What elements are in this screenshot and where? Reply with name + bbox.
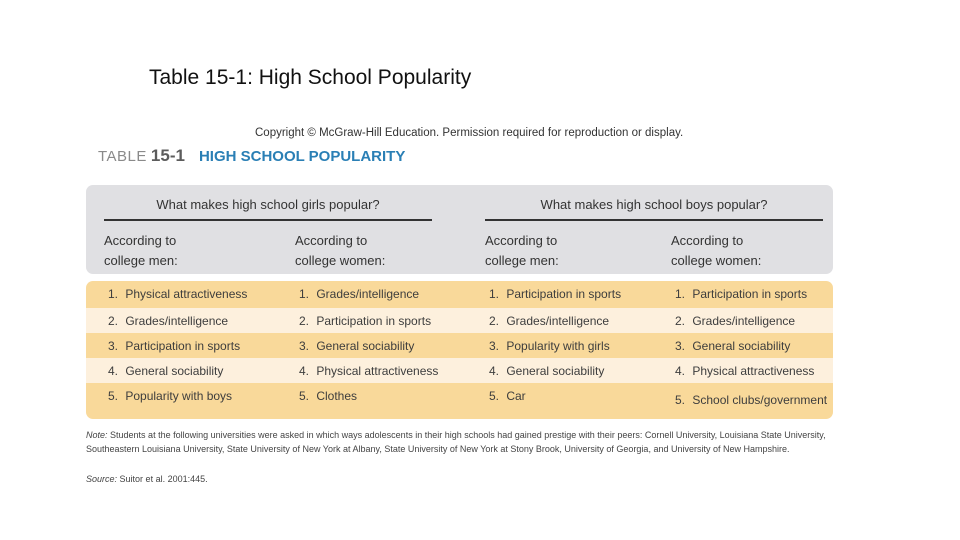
source-text: Suitor et al. 2001:445. <box>119 474 208 484</box>
table-cell <box>489 314 609 328</box>
column-header-line: college men: <box>104 253 178 268</box>
table-cell <box>299 339 414 353</box>
table-body <box>86 281 833 419</box>
cell-text: Participation in sports <box>125 339 241 353</box>
column-header-line: college women: <box>671 253 762 268</box>
table-name: HIGH SCHOOL POPULARITY <box>198 148 406 165</box>
table-cell <box>675 393 827 407</box>
cell-text: Popularity with boys <box>125 389 233 403</box>
cell-text: General sociability <box>316 339 415 353</box>
table-row <box>86 383 833 419</box>
table-row <box>86 308 833 333</box>
cell-text: Grades/intelligence <box>125 314 229 328</box>
rank-number: 1. <box>675 287 686 301</box>
cell-text: Participation in sports <box>506 287 622 301</box>
rank-number: 2. <box>108 314 119 328</box>
table-cell <box>108 389 232 403</box>
table-row <box>86 333 833 358</box>
cell-text: Physical attractiveness <box>692 364 815 378</box>
column-header-line: According to <box>485 233 558 248</box>
column-header-boys-college-men <box>485 231 559 271</box>
cell-text: School clubs/government <box>692 393 828 407</box>
rank-number: 3. <box>489 339 500 353</box>
table-cell <box>108 364 223 378</box>
table-cell <box>489 364 604 378</box>
boys-group-title: What makes high school boys popular? <box>540 197 768 212</box>
cell-text: Grades/intelligence <box>506 314 610 328</box>
rank-number: 2. <box>299 314 310 328</box>
cell-text: General sociability <box>506 364 605 378</box>
note-label: Note: <box>86 430 108 440</box>
table-header-band <box>86 185 833 274</box>
rank-number: 5. <box>675 393 686 407</box>
column-header-line: According to <box>671 233 744 248</box>
rank-number: 3. <box>299 339 310 353</box>
cell-text: Participation in sports <box>692 287 808 301</box>
rank-number: 1. <box>108 287 119 301</box>
table-cell <box>489 389 526 403</box>
cell-text: Physical attractiveness <box>316 364 439 378</box>
table-cell <box>489 287 621 301</box>
rank-number: 5. <box>489 389 500 403</box>
girls-group-title: What makes high school girls popular? <box>156 197 380 212</box>
table-cell <box>108 339 240 353</box>
cell-text: Grades/intelligence <box>316 287 420 301</box>
copyright-notice: Copyright © McGraw-Hill Education. Permission required for reproduction or display. <box>255 127 684 139</box>
table-cell <box>299 364 438 378</box>
table-cell <box>675 364 814 378</box>
table-row <box>86 281 833 306</box>
rank-number: 1. <box>489 287 500 301</box>
table-cell <box>675 339 790 353</box>
rank-number: 5. <box>108 389 119 403</box>
cell-text: General sociability <box>692 339 791 353</box>
table-cell <box>108 287 247 301</box>
cell-text: General sociability <box>125 364 224 378</box>
table-note <box>86 429 826 456</box>
rank-number: 3. <box>108 339 119 353</box>
rank-number: 4. <box>489 364 500 378</box>
rank-number: 4. <box>299 364 310 378</box>
table-label-number: 15-1 <box>150 146 185 165</box>
cell-text: Grades/intelligence <box>692 314 796 328</box>
table-cell <box>299 314 431 328</box>
column-header-boys-college-women <box>671 231 761 271</box>
table-label-word: TABLE <box>98 148 147 165</box>
source-label: Source: <box>86 474 118 484</box>
column-header-line: college women: <box>295 253 386 268</box>
cell-text: Physical attractiveness <box>125 287 248 301</box>
rank-number: 4. <box>108 364 119 378</box>
cell-text: Popularity with girls <box>506 339 610 353</box>
column-header-girls-college-women <box>295 231 385 271</box>
table-cell <box>675 287 807 301</box>
rank-number: 4. <box>675 364 686 378</box>
cell-text: Clothes <box>316 389 358 403</box>
table-cell <box>489 339 610 353</box>
table-cell <box>299 287 419 301</box>
rank-number: 2. <box>489 314 500 328</box>
rank-number: 5. <box>299 389 310 403</box>
column-header-line: According to <box>104 233 177 248</box>
table-heading <box>98 146 405 170</box>
table-row <box>86 358 833 383</box>
column-header-girls-college-men <box>104 231 178 271</box>
girls-group-rule <box>104 219 432 221</box>
cell-text: Participation in sports <box>316 314 432 328</box>
rank-number: 1. <box>299 287 310 301</box>
table-cell <box>675 314 795 328</box>
cell-text: Car <box>506 389 526 403</box>
boys-group-rule <box>485 219 823 221</box>
table-cell <box>108 314 228 328</box>
note-text: Students at the following universities were asked in which ways adolescents in their high schools had gained prestige with their peers: Cornell University, Louisiana State University, Southeastern Louisiana University, State University of New York at Albany, State University of New York at Stony Brook, University of Georgia, and University of New Hampshire. <box>86 430 826 454</box>
slide-title: Table 15-1: High School Popularity <box>149 66 472 89</box>
column-header-line: college men: <box>485 253 559 268</box>
rank-number: 3. <box>675 339 686 353</box>
column-header-line: According to <box>295 233 368 248</box>
rank-number: 2. <box>675 314 686 328</box>
table-cell <box>299 389 357 403</box>
table-source <box>86 474 208 484</box>
